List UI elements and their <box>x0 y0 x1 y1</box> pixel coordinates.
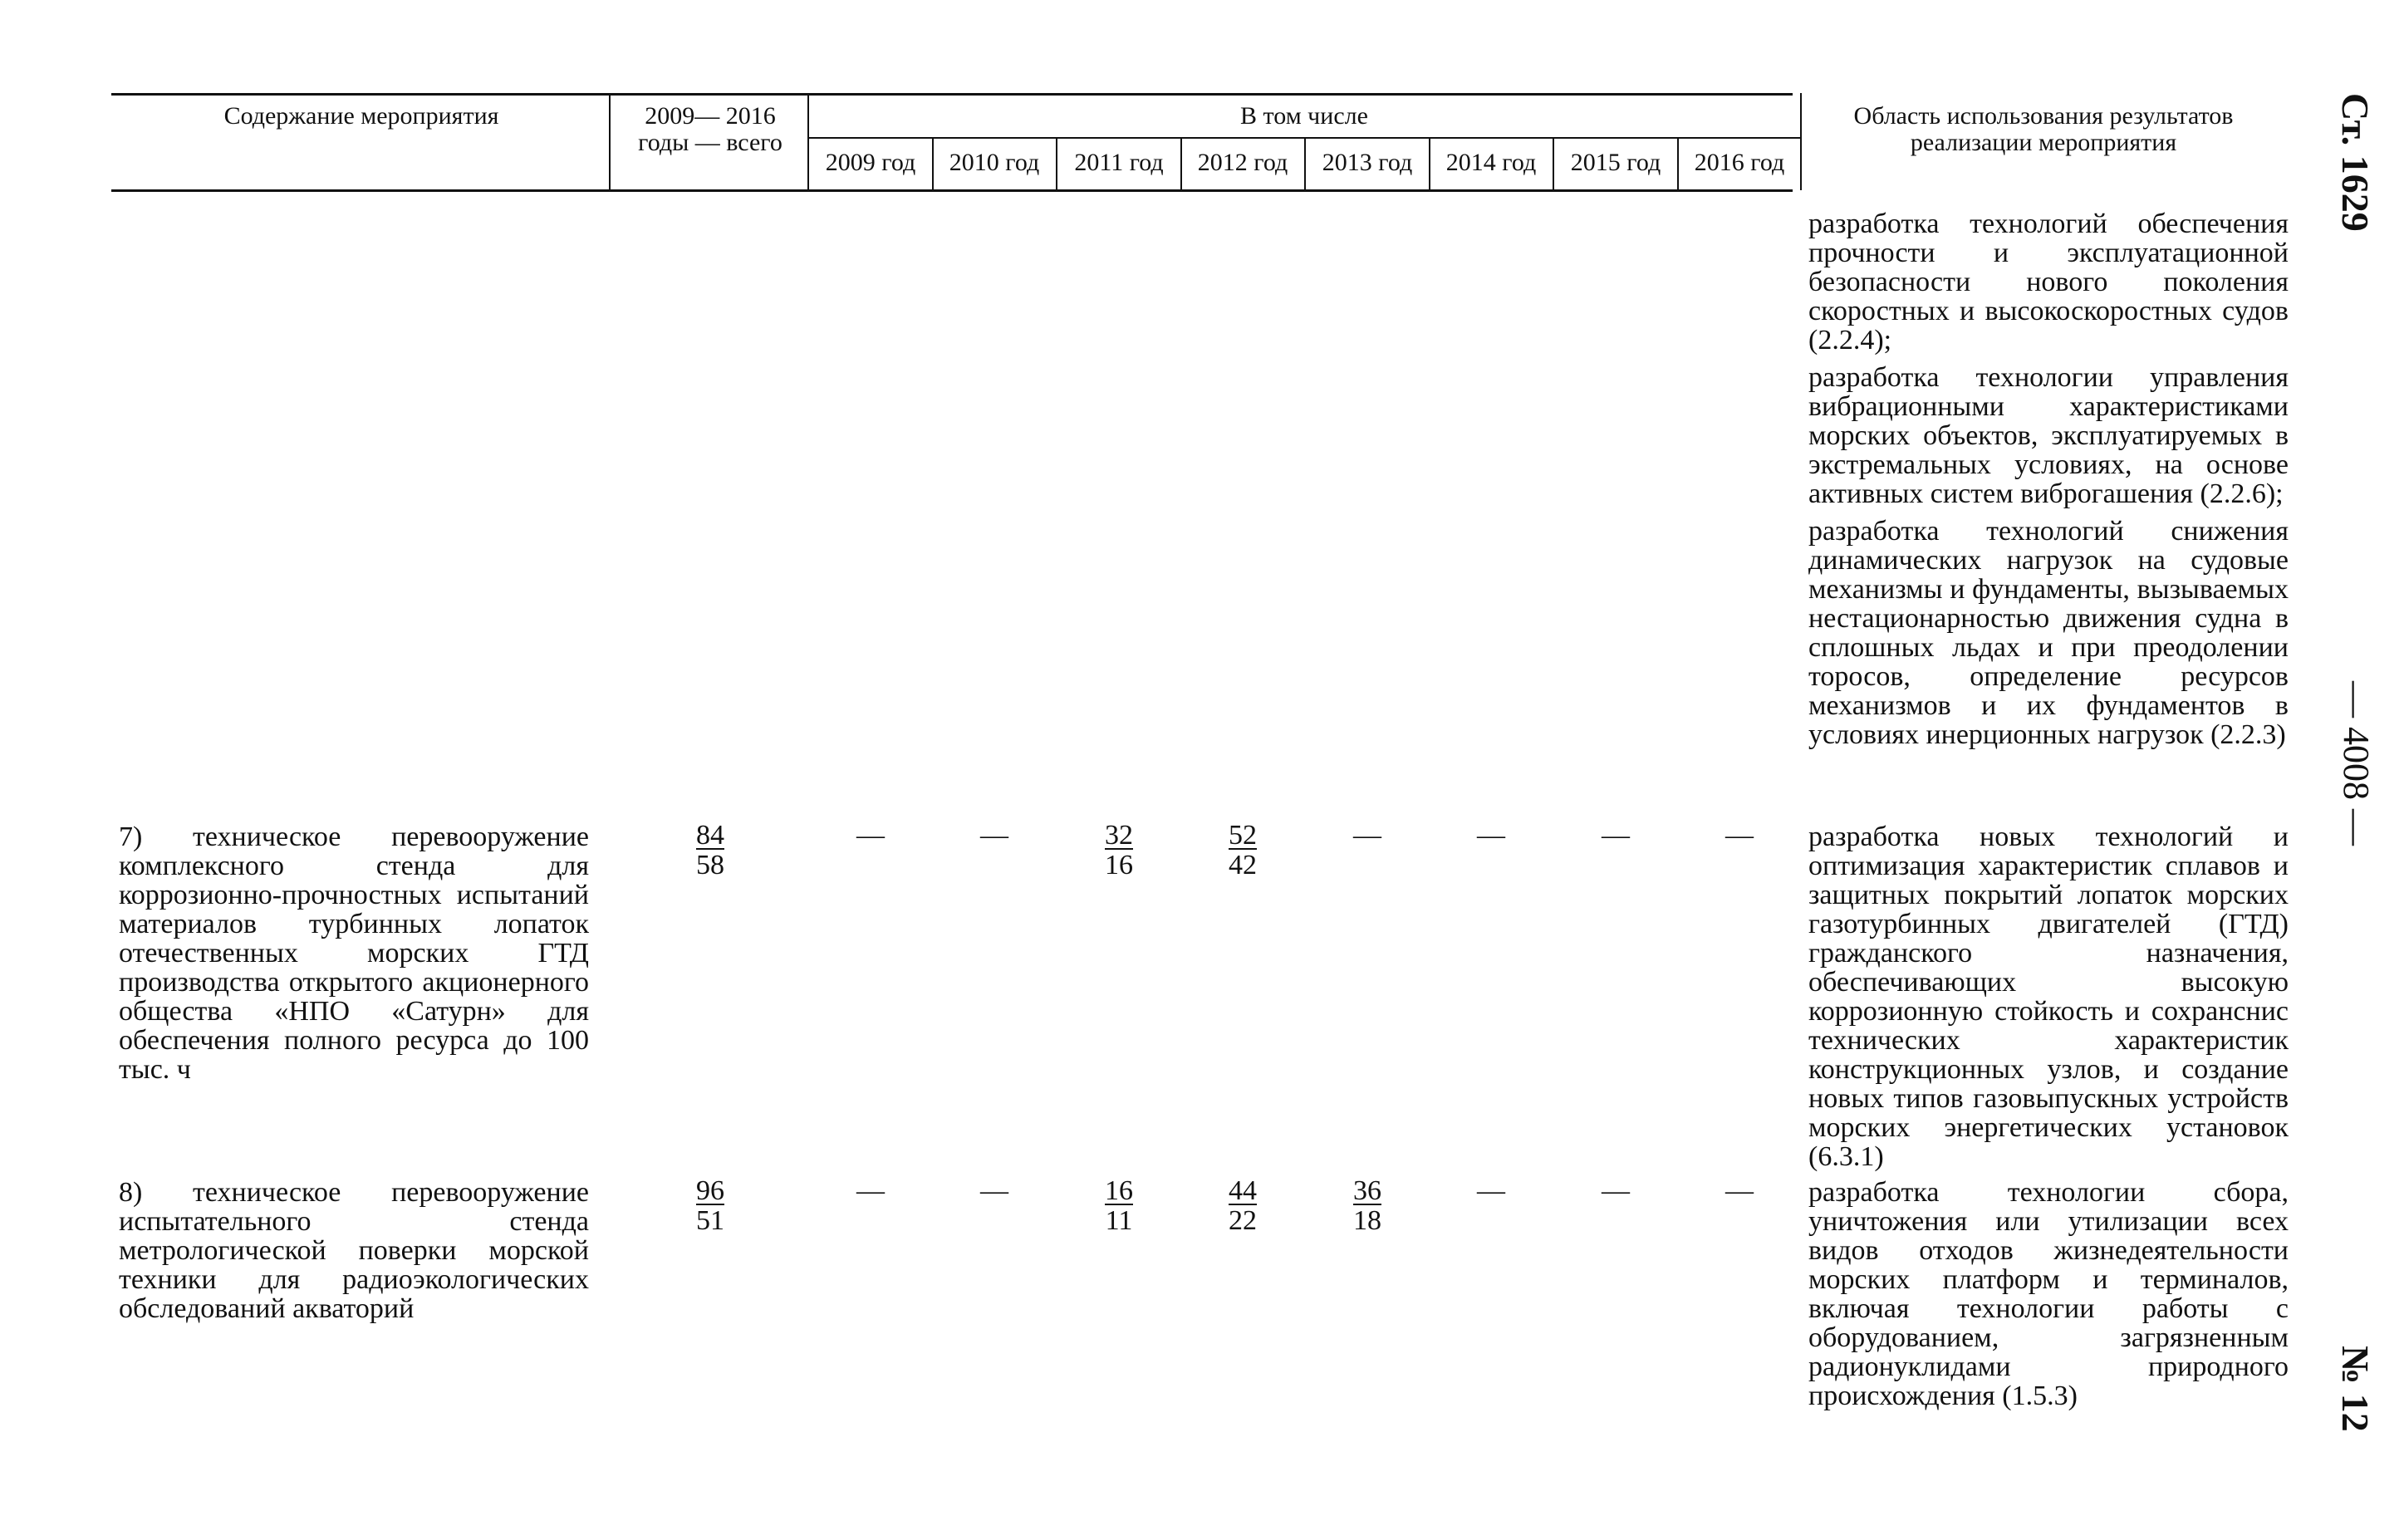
fraction-numerator: 96 <box>696 1175 724 1206</box>
area-paragraph: разработка технологии управления вибрационными характеристиками морских объектов, эксплуатируемых в экстремальных условиях, на основе активных систем виброгашения (2.2.6); <box>1808 362 2289 509</box>
header-content: Содержание мероприятия <box>223 102 499 130</box>
area-paragraph: разработка технологий снижения динамических нагрузок на судовые механизмы и фундаменты, вызываемых нестационарностью движения судна в сплошных льдах и при преодолении торосов, определение ресурсов механизмов и их фундаментов в условиях инерционных нагрузок (2.2.3) <box>1808 516 2289 750</box>
fraction-denominator: 16 <box>1105 850 1133 880</box>
area-paragraph: разработка технологий обеспечения прочности и эксплуатационной безопасности нового поколения скоростных и высокоскоростных судов (2.2.4); <box>1808 208 2289 356</box>
column-divider <box>609 93 611 190</box>
row-8-2016: — <box>1725 1175 1754 1206</box>
fraction-numerator: 36 <box>1353 1175 1381 1206</box>
fraction-denominator: 51 <box>696 1205 724 1236</box>
fraction-numerator: 84 <box>696 820 724 851</box>
fraction-numerator: 16 <box>1105 1175 1133 1206</box>
row-8-2010: — <box>980 1175 1008 1206</box>
row-8-2013 <box>1309 1176 1425 1236</box>
header-year: 2009 год <box>825 149 916 176</box>
fraction-denominator: 11 <box>1105 1205 1133 1236</box>
row-7-area: разработка новых технологий и оптимизация характеристик сплавов и защитных покрытий лопаток морских газотурбинных двигателей (ГТД) гражданского назначения, обеспечивающих высокую коррозионную стойкость и сохранснис технических характеристик конструкционных узлов, и создание новых типов газовыпускных устройств морских энергетических установок (6.3.1) <box>1808 821 2289 1172</box>
header-year: 2010 год <box>949 149 1040 176</box>
table-top-rule <box>111 93 1793 96</box>
row-8-2011 <box>1061 1176 1177 1236</box>
row-8-content: 8) техническое перевооружение испытательного стенда метрологической поверки морской техники для радиоэкологических обследований акваторий <box>119 1177 589 1324</box>
row-8-2015: — <box>1602 1175 1630 1206</box>
table-header-bottom-rule <box>111 189 1793 192</box>
header-year: 2012 год <box>1197 149 1288 176</box>
fraction-numerator: 52 <box>1229 820 1257 851</box>
row-8-2012 <box>1185 1176 1301 1236</box>
row-7-2012 <box>1185 821 1301 880</box>
issue-number: № 12 <box>2334 1346 2377 1432</box>
fraction-denominator: 18 <box>1353 1205 1381 1236</box>
fraction-denominator: 58 <box>696 850 724 880</box>
header-year: 2014 год <box>1445 149 1537 176</box>
continued-area-text <box>1808 209 2289 758</box>
fraction-denominator: 22 <box>1229 1205 1257 1236</box>
header-year: 2011 год <box>1074 149 1164 176</box>
row-7-2011 <box>1061 821 1177 880</box>
row-8-area: разработка технологии сбора, уничтожения или утилизации всех видов отходов жизнедеятельности морских платформ и терминалов, включая технологии работы с оборудованием, загрязненным радионуклидами природного происхождения (1.5.3) <box>1808 1177 2289 1411</box>
row-7-content: 7) техническое перевооружение комплексного стенда для коррозионно-прочностных испытаний материалов турбинных лопаток отечественных морских ГТД производства открытого акционерного общества «НПО «Сатурн» для обеспечения полного ресурса до 100 тыс. ч <box>119 821 589 1085</box>
header-year: 2016 год <box>1694 149 1785 176</box>
fraction-numerator: 44 <box>1229 1175 1257 1206</box>
row-8-total <box>652 1176 768 1236</box>
row-7-total <box>652 821 768 880</box>
header-total: 2009— 2016 годы — всего <box>638 102 783 156</box>
fraction-numerator: 32 <box>1105 820 1133 851</box>
row-7-2014: — <box>1477 820 1505 851</box>
row-7-2013: — <box>1353 820 1381 851</box>
page-number: — 4008 — <box>2336 681 2377 846</box>
row-7-2009: — <box>856 820 885 851</box>
header-area: Область использования результатов реализации мероприятия <box>1853 102 2234 156</box>
row-7-2015: — <box>1602 820 1630 851</box>
row-7-2010: — <box>980 820 1008 851</box>
fraction-denominator: 42 <box>1229 850 1257 880</box>
header-group: В том числе <box>1240 102 1368 130</box>
header-year: 2013 год <box>1322 149 1413 176</box>
row-7-2016: — <box>1725 820 1754 851</box>
row-8-2009: — <box>856 1175 885 1206</box>
header-year: 2015 год <box>1570 149 1661 176</box>
row-8-2014: — <box>1477 1175 1505 1206</box>
page-reference: Ст. 1629 <box>2334 93 2377 232</box>
